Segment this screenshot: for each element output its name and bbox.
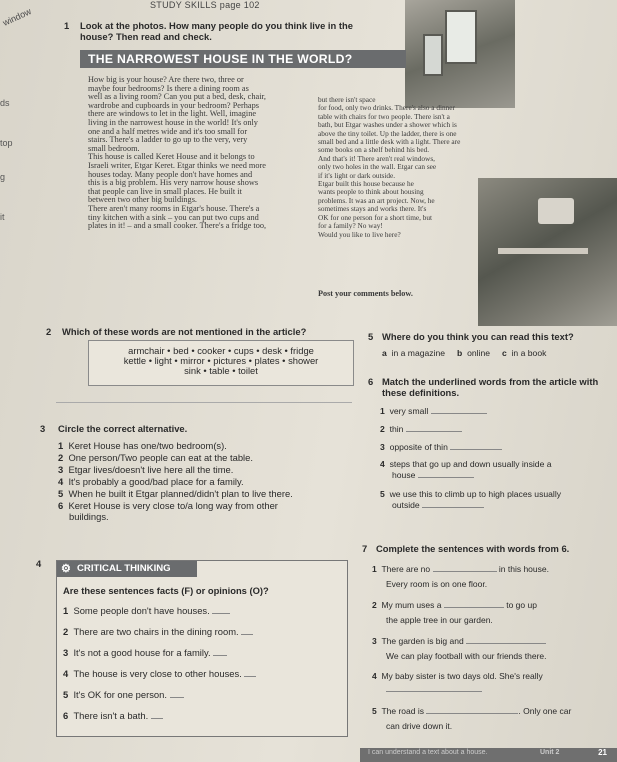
q7-text: Complete the sentences with words from 6.: [376, 543, 570, 554]
q2-number: 2: [46, 326, 52, 337]
q4-item: The house is very close to other houses.: [73, 668, 242, 679]
q4-item: Some people don't have houses.: [73, 605, 210, 616]
q4-item: It's not a good house for a family.: [73, 647, 211, 658]
q7-item-cont: We can play football with our friends there.: [386, 651, 547, 661]
q7-item-cont: can drive down it.: [386, 721, 453, 731]
footer-unit: Unit 2: [540, 749, 560, 756]
q3-item: One person/Two people can eat at the table.: [68, 452, 253, 463]
q5-options: a in a magazine b online c in a book: [382, 348, 547, 358]
q4-title: Are these sentences facts (F) or opinions (O)?: [63, 585, 269, 596]
study-skills-ref: STUDY SKILLS page 102: [150, 0, 260, 10]
q4-number: 4: [36, 558, 42, 569]
q5-text: Where do you think you can read this text?: [382, 331, 574, 342]
word-list-line: kettle • light • mirror • pictures • plates • shower: [123, 355, 319, 366]
q3-title: Circle the correct alternative.: [58, 423, 188, 434]
q7-item: My baby sister is two days old. She's really: [381, 671, 543, 681]
q5-option: in a book: [511, 348, 547, 358]
q3-number: 3: [40, 423, 46, 434]
margin-word: g: [0, 172, 6, 182]
q4-item: There are two chairs in the dining room.: [73, 626, 239, 637]
q4-list: 1 Some people don't have houses. 2 There are two chairs in the dining room. 3 It's not a good house for a family. 4 The house is very close to other houses. 5 It's OK for one person. 6 There isn't a bath.: [63, 605, 343, 731]
q6-item: thin: [389, 424, 404, 434]
page-number: 21: [598, 748, 607, 757]
q6-item: opposite of thin: [389, 442, 448, 452]
article-column-1: How big is your house? Are there two, three or maybe four bedrooms? Is there a dining room as well as a living room? Can you put a bed, desk, chair, wardrobe and cupboards in your bedroom? Perhaps there are windows to let in the light. Well, imagine living in the narrowest house in the world! It's only one and a half metres wide and it's too small for stairs. There's a ladder to go up to the very, very small bedroom. This house is called Keret House and it belongs to Israeli writer, Etgar Keret. Etgar thinks we need more houses today. Many people don't have homes and this is a big problem. His very narrow house shows that people can live in small places. He built it between two other big buildings. There aren't many rooms in Etgar's house. There's a tiny kitchen with a sink – you can put two cups and plates in it! – and a small cooker. There's a fridge too,: [88, 75, 267, 231]
q6-item: we use this to climb up to high places usually: [389, 489, 562, 499]
word-box: [88, 340, 354, 386]
q6-item-cont: house: [392, 470, 416, 480]
q1-text: Look at the photos. How many people do you think live in the house? Then read and check.: [80, 20, 353, 42]
article-title: THE NARROWEST HOUSE IN THE WORLD?: [80, 50, 406, 68]
margin-tag: window: [1, 6, 33, 28]
margin-word: top: [0, 138, 13, 148]
q4-item: There isn't a bath.: [73, 710, 149, 721]
word-list-line: armchair • bed • cooker • cups • desk • fridge: [128, 345, 314, 356]
q5-option: in a magazine: [391, 348, 446, 358]
q7-list: 1 There are no in this house. Every room is on one floor. 2 My mum uses a to go up the apple tree in our garden. 3 The garden is big and We can play football with our friends there. 4 My baby sister is two days old. She's really 5 The road is . Only one car can drive down it.: [372, 564, 572, 731]
q7-item-cont: the apple tree in our garden.: [386, 615, 493, 625]
q6-item-cont: outside: [392, 500, 420, 510]
q3-item: When he built it Etgar planned/didn't plan to live there.: [68, 488, 293, 499]
q1-number: 1: [64, 20, 70, 31]
footer-objective: I can understand a text about a house.: [368, 749, 488, 756]
critical-thinking-heading: ⚙ CRITICAL THINKING: [57, 561, 197, 577]
q6-list: 1 very small 2 thin 3 opposite of thin 4 steps that go up and down usually inside a house 5 we use this to climb up to high places usually outside: [380, 406, 562, 510]
gear-icon: ⚙: [61, 563, 71, 575]
critical-thinking-box: [56, 560, 348, 737]
q7-item-cont: Every room is on one floor.: [386, 579, 488, 589]
q5-option: online: [467, 348, 490, 358]
page-footer: [360, 748, 617, 762]
divider: [56, 402, 352, 403]
q7-item: There are no: [381, 564, 431, 574]
q3-item: Etgar lives/doesn't live here all the time.: [68, 464, 234, 475]
q7-item: The road is: [381, 706, 424, 716]
q7-number: 7: [362, 543, 368, 554]
article-column-2: but there isn't space for food, only two drinks. There's also a dinner table with chairs for two people. There isn't a bath, but Etgar washes under a shower which is above the tiny toilet. Up the ladder, there is one small bed and a little desk with a light. There are some books on a shelf behind his bed. And that's it! There aren't real windows, only two holes in the wall. Etgar can see if it's light or dark outside. Etgar built this house because he wants people to think about housing problems. It was an art project. Now, he sometimes stays and works there. It's OK for one person for a short time, but for a family? No way! Would you like to live here?: [318, 95, 461, 239]
q6-item: steps that go up and down usually inside a: [389, 459, 552, 469]
margin-word: ds: [0, 98, 10, 108]
q6-number: 6: [368, 376, 374, 387]
q5-number: 5: [368, 331, 374, 342]
word-list-line: sink • table • toilet: [184, 365, 258, 376]
q3-item: Keret House is very close to/a long way from other: [68, 500, 278, 511]
q2-text: Which of these words are not mentioned in the article?: [62, 326, 307, 337]
q3-list: 1 Keret House has one/two bedroom(s). 2 One person/Two people can eat at the table. 3 Etgar lives/doesn't live here all the time. 4 It's probably a good/bad place for a family. 5 When he built it Etgar planned/didn't plan to live there. 6 Keret House is very close to/a long way from other buildings.: [58, 440, 293, 522]
q3-item: It's probably a good/bad place for a family.: [68, 476, 244, 487]
article: [80, 68, 512, 310]
q6-text: Match the underlined words from the article with these definitions.: [382, 376, 599, 398]
margin-word: it: [0, 212, 5, 222]
q7-item: My mum uses a: [381, 600, 442, 610]
q4-item: It's OK for one person.: [73, 689, 167, 700]
q3-item: Keret House has one/two bedroom(s).: [68, 440, 227, 451]
q3-item-cont: buildings.: [69, 511, 109, 522]
post-comments: Post your comments below.: [318, 289, 413, 298]
q7-item: The garden is big and: [381, 636, 464, 646]
q6-item: very small: [389, 406, 429, 416]
